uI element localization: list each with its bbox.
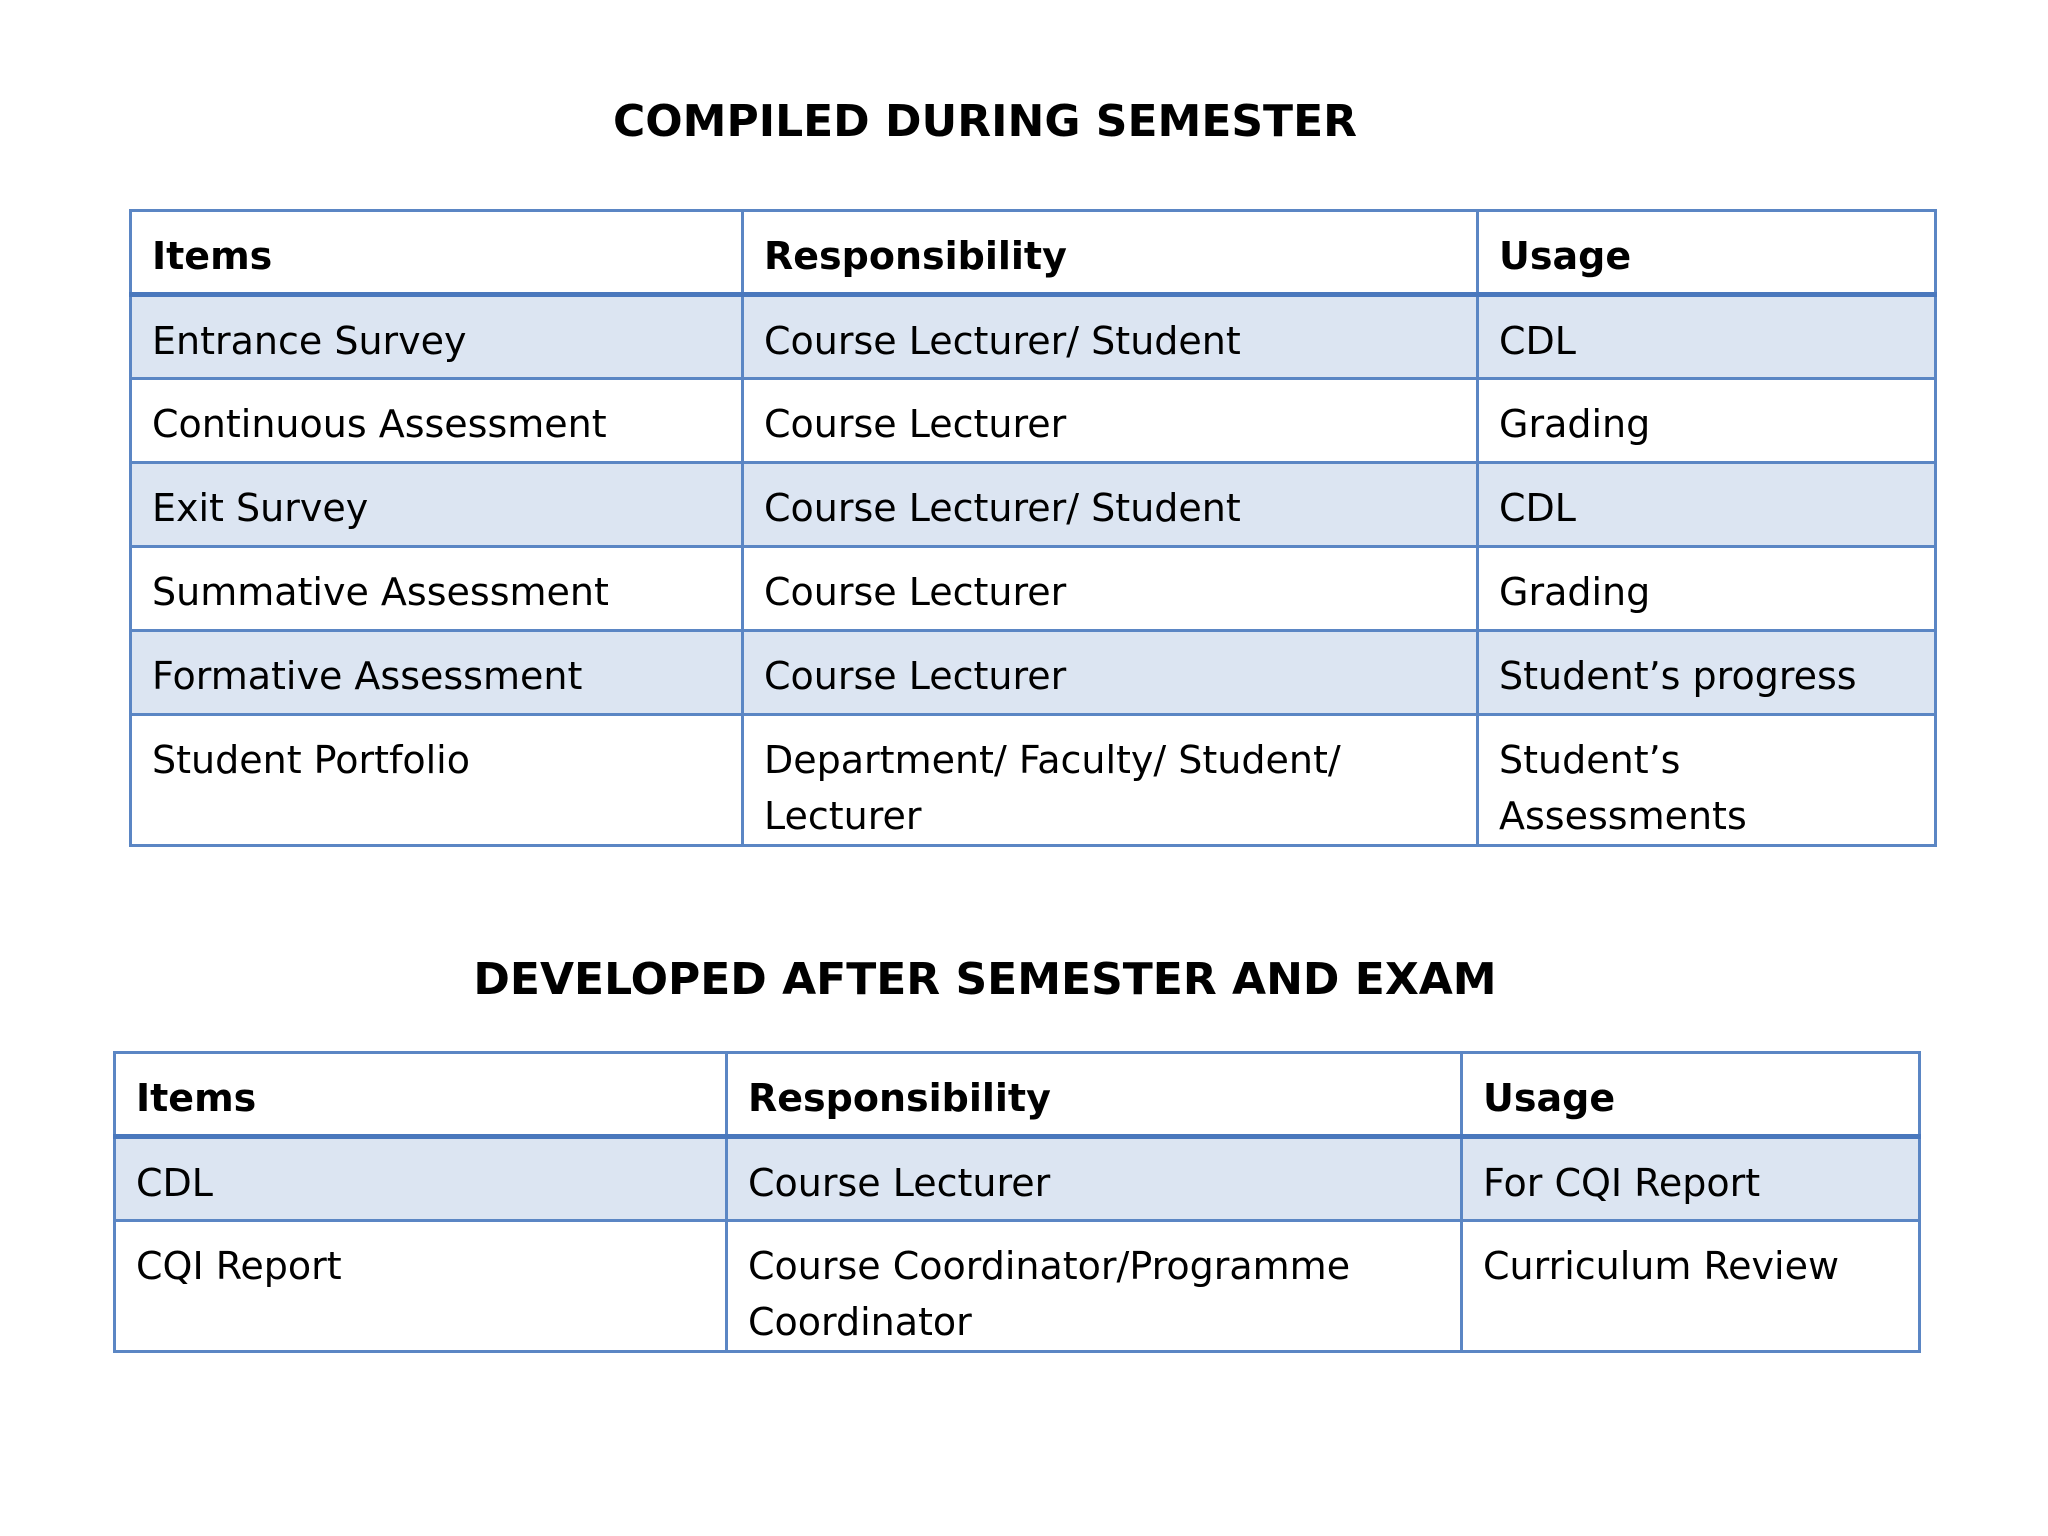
cell-responsibility: Course Lecturer/ Student	[743, 463, 1478, 547]
table-header-row	[131, 211, 1936, 295]
cell-item: Exit Survey	[131, 463, 743, 547]
cell-usage: CDL	[1478, 463, 1936, 547]
column-header-items: Items	[115, 1053, 727, 1137]
table-row	[131, 715, 1936, 846]
table-row	[115, 1221, 1920, 1352]
cell-item: Entrance Survey	[131, 295, 743, 379]
cell-responsibility: Course Lecturer	[743, 379, 1478, 463]
column-header-usage: Usage	[1478, 211, 1936, 295]
section-title-developed: DEVELOPED AFTER SEMESTER AND EXAM	[473, 954, 1497, 1005]
cell-usage: Grading	[1478, 379, 1936, 463]
table-row	[131, 379, 1936, 463]
cell-responsibility: Course Lecturer	[727, 1137, 1462, 1221]
cell-responsibility: Course Coordinator/Programme Coordinator	[727, 1221, 1462, 1352]
section-title-compiled: COMPILED DURING SEMESTER	[612, 96, 1358, 147]
cell-responsibility: Department/ Faculty/ Student/ Lecturer	[743, 715, 1478, 846]
cell-usage: Student’s progress	[1478, 631, 1936, 715]
column-header-usage: Usage	[1462, 1053, 1920, 1137]
cell-usage: Grading	[1478, 547, 1936, 631]
cell-usage: Student’s Assessments	[1478, 715, 1936, 846]
table-header-row	[115, 1053, 1920, 1137]
cell-responsibility: Course Lecturer	[743, 631, 1478, 715]
table-row	[131, 463, 1936, 547]
cell-usage: For CQI Report	[1462, 1137, 1920, 1221]
cell-usage: Curriculum Review	[1462, 1221, 1920, 1352]
column-header-items: Items	[131, 211, 743, 295]
table-row	[115, 1137, 1920, 1221]
cell-item: Summative Assessment	[131, 547, 743, 631]
table-row	[131, 631, 1936, 715]
table-row	[131, 295, 1936, 379]
cell-responsibility: Course Lecturer	[743, 547, 1478, 631]
cell-item: CQI Report	[115, 1221, 727, 1352]
column-header-responsibility: Responsibility	[743, 211, 1478, 295]
compiled-during-semester-table	[129, 209, 1937, 847]
table-row	[131, 547, 1936, 631]
column-header-responsibility: Responsibility	[727, 1053, 1462, 1137]
cell-item: CDL	[115, 1137, 727, 1221]
cell-item: Formative Assessment	[131, 631, 743, 715]
cell-item: Student Portfolio	[131, 715, 743, 846]
developed-after-semester-table	[113, 1051, 1921, 1353]
cell-item: Continuous Assessment	[131, 379, 743, 463]
cell-responsibility: Course Lecturer/ Student	[743, 295, 1478, 379]
cell-usage: CDL	[1478, 295, 1936, 379]
